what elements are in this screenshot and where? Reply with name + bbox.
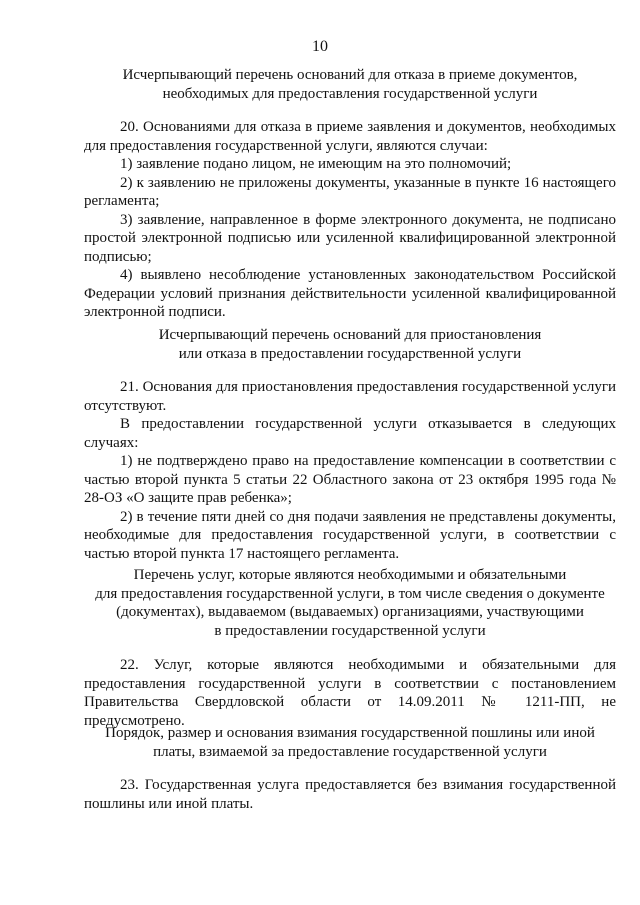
list-item: 1) заявление подано лицом, не имеющим на это полномочий; xyxy=(120,156,512,172)
section-heading-refusal-acceptance xyxy=(84,66,616,103)
section-body-suspension xyxy=(84,378,616,563)
heading-line: (документах), выдаваемом (выдаваемых) организациями, участвующими xyxy=(116,604,584,620)
paragraph-23: 23. Государственная услуга предоставляется без взимания государственной пошлины или иной платы. xyxy=(84,777,616,812)
list-item: 1) не подтверждено право на предоставление компенсации в соответствии с частью второй пункта 5 статьи 22 Областного закона от 23 октября 1995 года № 28-ОЗ «О защите прав ребенка»; xyxy=(84,453,616,506)
paragraph-refusal-cases: В предоставлении государственной услуги отказывается в следующих случаях: xyxy=(84,416,616,451)
list-item: 2) в течение пяти дней со дня подачи заявления не представлены документы, необходимые для предоставления государственной услуги, в соответствии с частью второй пункта 17 настоящего регламента. xyxy=(84,508,616,562)
heading-line: или отказа в предоставлении государственной услуги xyxy=(178,345,522,362)
heading-line: Исчерпывающий перечень оснований для отказа в приеме документов, xyxy=(122,67,578,83)
list-item: 2) к заявлению не приложены документы, указанные в пункте 16 настоящего регламента; xyxy=(84,174,616,209)
paragraph-20: 20. Основаниями для отказа в приеме заявления и документов, необходимых для предоставления государственной услуги, являются случаи: xyxy=(84,119,616,154)
heading-line: Перечень услуг, которые являются необходимыми и обязательными xyxy=(133,567,567,583)
heading-line: для предоставления государственной услуги, в том числе сведения о документе xyxy=(95,585,605,602)
section-body-refusal-acceptance xyxy=(84,118,616,322)
list-item: 4) выявлено несоблюдение установленных законодательством Российской Федерации условий признания действительности усиленной квалифицированной электронной подписи. xyxy=(84,267,616,320)
section-heading-suspension xyxy=(84,326,616,363)
heading-line: необходимых для предоставления государственной услуги xyxy=(162,85,538,102)
paragraph-21: 21. Основания для приостановления предоставления государственной услуги отсутствуют. xyxy=(84,379,616,414)
section-body-required-services xyxy=(84,656,616,730)
section-body-state-fee xyxy=(84,776,616,813)
section-heading-state-fee xyxy=(84,724,616,761)
paragraph-22: 22. Услуг, которые являются необходимыми и обязательными для предоставления государственной услуги в соответствии с постановлением Правительства Свердловской области от 14.09.2011 № 1211-ПП, не предусмотрено. xyxy=(84,657,616,729)
page-number: 10 xyxy=(312,38,328,55)
heading-line: Порядок, размер и основания взимания государственной пошлины или иной xyxy=(105,725,595,741)
heading-line: платы, взимаемой за предоставление государственной услуги xyxy=(153,743,547,760)
heading-line: в предоставлении государственной услуги xyxy=(214,622,486,639)
heading-line: Исчерпывающий перечень оснований для приостановления xyxy=(158,327,542,343)
section-heading-required-services xyxy=(84,566,616,640)
list-item: 3) заявление, направленное в форме электронного документа, не подписано простой электронной подписью или усиленной квалифицированной электронной подписью; xyxy=(84,211,616,265)
